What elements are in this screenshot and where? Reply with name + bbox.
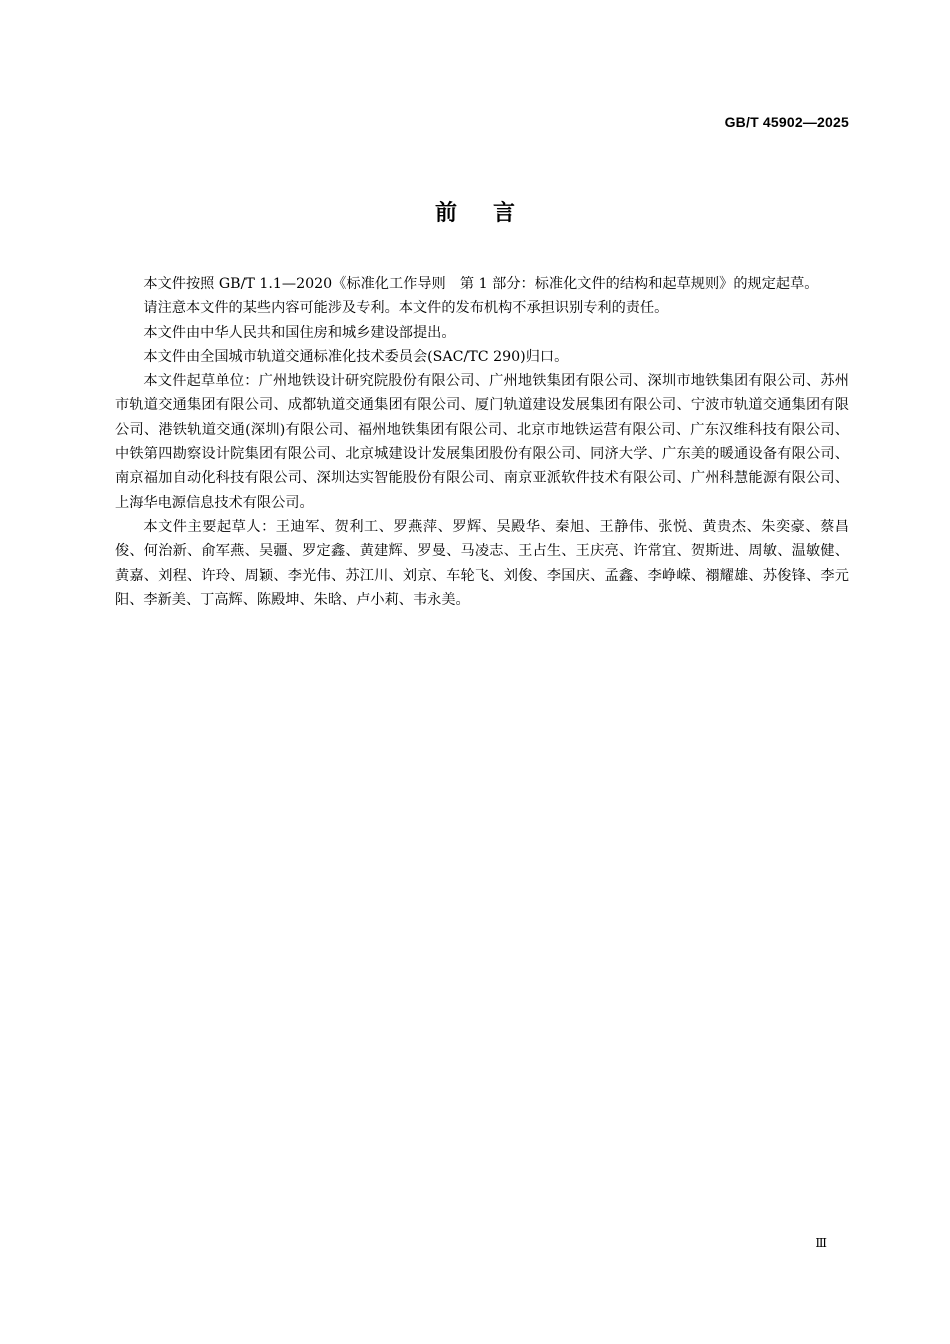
page-number: Ⅲ [815,1236,827,1250]
paragraph-proposer: 本文件由中华人民共和国住房和城乡建设部提出。 [143,324,456,341]
paragraph-drafting-organizations: 本文件起草单位：广州地铁设计研究院股份有限公司、广州地铁集团有限公司、深圳市地铁集团有限公司、苏州市轨道交通集团有限公司、成都轨道交通集团有限公司、厦门轨道建设发展集团有限公司、宁波市轨道交通集团有限公司、港铁轨道交通(深圳)有限公司、福州地铁集团有限公司、北京市地铁运营有限公司、广东汉维科技有限公司、中铁第四勘察设计院集团有限公司、北京城建设计发展集团股份有限公司、同济大学、广东美的暖通设备有限公司、南京福加自动化科技有限公司、深圳达实智能股份有限公司、南京亚派软件技术有限公司、广州科慧能源有限公司、上海华电源信息技术有限公司。 [115,373,849,511]
standard-number: GB/T 45902—2025 [724,114,849,130]
paragraph-patent-notice: 请注意本文件的某些内容可能涉及专利。本文件的发布机构不承担识别专利的责任。 [143,300,669,317]
paragraph-centralized-management: 本文件由全国城市轨道交通标准化技术委员会(SAC/TC 290)归口。 [143,348,569,365]
foreword-body [115,272,849,612]
paragraph-main-drafters: 本文件主要起草人：王迪军、贺利工、罗燕萍、罗辉、吴殿华、秦旭、王静伟、张悦、黄贵杰、朱奕豪、蔡昌俊、何治新、俞军燕、吴疆、罗定鑫、黄建辉、罗曼、马凌志、王占生、王庆亮、许常宜、贺斯进、周敏、温敏健、黄嘉、刘程、许玲、周颖、李光伟、苏江川、刘京、车轮飞、刘俊、李国庆、孟鑫、李峥嵘、禤耀雄、苏俊锋、李元阳、李新美、丁高辉、陈殿坤、朱晗、卢小莉、韦永美。 [115,518,849,608]
page-title: 前言 [434,201,551,226]
paragraph-drafting-rules: 本文件按照 GB/T 1.1—2020《标准化工作导则 第 1 部分：标准化文件的结构和起草规则》的规定起草。 [143,276,819,292]
